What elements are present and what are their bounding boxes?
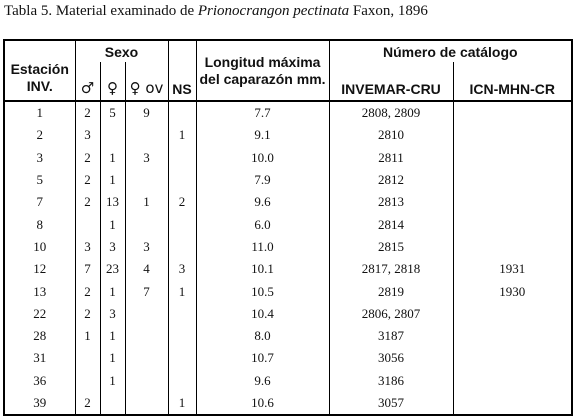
cell-female-ov	[125, 303, 168, 325]
cell-female-ov: 9	[125, 101, 168, 124]
cell-estacion: 3	[4, 147, 75, 169]
cell-male: 2	[75, 392, 100, 415]
cell-female: 23	[100, 258, 125, 280]
table-row	[4, 213, 572, 235]
table-row	[4, 392, 572, 415]
cell-longitud: 10.5	[196, 280, 329, 302]
cell-longitud: 6.0	[196, 213, 329, 235]
cell-icn	[453, 392, 572, 415]
cell-ns	[168, 101, 196, 124]
cell-ns: 3	[168, 258, 196, 280]
table-row	[4, 370, 572, 392]
cell-longitud: 10.7	[196, 347, 329, 369]
cell-icn: 1930	[453, 280, 572, 302]
cell-ns: 1	[168, 392, 196, 415]
table-row	[4, 191, 572, 213]
specimen-table	[3, 39, 573, 416]
cell-longitud: 10.4	[196, 303, 329, 325]
cell-male	[75, 347, 100, 369]
male-symbol-icon: ♂	[80, 79, 95, 97]
female-symbol-icon: ♀	[107, 79, 118, 97]
cell-longitud: 11.0	[196, 236, 329, 258]
table-row	[4, 303, 572, 325]
cell-female-ov	[125, 169, 168, 191]
header-longitud: Longitud máxima del caparazón mm.	[196, 40, 329, 101]
table-row	[4, 325, 572, 347]
cell-male: 2	[75, 280, 100, 302]
header-male	[75, 62, 100, 101]
cell-ns: 1	[168, 280, 196, 302]
cell-invemar: 2808, 2809	[329, 101, 453, 124]
cell-female-ov	[125, 325, 168, 347]
table-row	[4, 169, 572, 191]
cell-longitud: 8.0	[196, 325, 329, 347]
cell-icn	[453, 191, 572, 213]
cell-female: 3	[100, 303, 125, 325]
table-row	[4, 124, 572, 146]
cell-estacion: 5	[4, 169, 75, 191]
cell-estacion: 28	[4, 325, 75, 347]
cell-male: 2	[75, 191, 100, 213]
header-numero-catalogo: Número de catálogo	[329, 40, 572, 62]
cell-estacion: 36	[4, 370, 75, 392]
cell-female-ov: 4	[125, 258, 168, 280]
cell-male: 3	[75, 236, 100, 258]
cell-ns	[168, 347, 196, 369]
cell-icn	[453, 325, 572, 347]
cell-male	[75, 213, 100, 235]
cell-icn	[453, 347, 572, 369]
cell-female-ov	[125, 347, 168, 369]
cell-female: 1	[100, 347, 125, 369]
cell-estacion: 7	[4, 191, 75, 213]
cell-female: 3	[100, 236, 125, 258]
header-icn: ICN-MHN-CR	[453, 62, 572, 101]
cell-female: 13	[100, 191, 125, 213]
table-row	[4, 101, 572, 124]
cell-male: 2	[75, 147, 100, 169]
table-row	[4, 280, 572, 302]
cell-male: 2	[75, 101, 100, 124]
table-row	[4, 236, 572, 258]
cell-invemar: 2815	[329, 236, 453, 258]
cell-estacion: 12	[4, 258, 75, 280]
cell-ns: 2	[168, 191, 196, 213]
cell-icn	[453, 169, 572, 191]
cell-icn	[453, 213, 572, 235]
cell-longitud: 9.6	[196, 191, 329, 213]
cell-invemar: 3056	[329, 347, 453, 369]
cell-female: 1	[100, 147, 125, 169]
cell-ns	[168, 169, 196, 191]
cell-icn: 1931	[453, 258, 572, 280]
cell-ns	[168, 370, 196, 392]
header-female-ov: ♀ ov	[125, 62, 168, 101]
cell-male: 2	[75, 303, 100, 325]
table-row	[4, 258, 572, 280]
cell-male: 3	[75, 124, 100, 146]
header-sexo: Sexo	[75, 40, 168, 62]
cell-longitud: 9.1	[196, 124, 329, 146]
cell-invemar: 3057	[329, 392, 453, 415]
cell-female: 1	[100, 169, 125, 191]
cell-longitud: 7.9	[196, 169, 329, 191]
cell-ns	[168, 147, 196, 169]
header-estacion: Estación INV.	[4, 40, 75, 101]
cell-icn	[453, 370, 572, 392]
cell-estacion: 13	[4, 280, 75, 302]
cell-invemar: 3187	[329, 325, 453, 347]
cell-female-ov	[125, 213, 168, 235]
cell-male: 7	[75, 258, 100, 280]
header-ns: NS	[168, 62, 196, 101]
cell-female-ov: 3	[125, 147, 168, 169]
cell-ns	[168, 325, 196, 347]
cell-ns	[168, 236, 196, 258]
cell-ns: 1	[168, 124, 196, 146]
table-row	[4, 347, 572, 369]
cell-female-ov: 1	[125, 191, 168, 213]
table-caption	[4, 2, 428, 20]
cell-female	[100, 124, 125, 146]
cell-estacion: 2	[4, 124, 75, 146]
cell-male: 1	[75, 325, 100, 347]
cell-invemar: 2810	[329, 124, 453, 146]
cell-longitud: 10.6	[196, 392, 329, 415]
caption-prefix: Tabla 5. Material examinado de	[4, 3, 198, 19]
cell-invemar: 2811	[329, 147, 453, 169]
cell-icn	[453, 236, 572, 258]
cell-icn	[453, 124, 572, 146]
cell-male	[75, 370, 100, 392]
cell-female-ov: 3	[125, 236, 168, 258]
cell-female: 1	[100, 280, 125, 302]
header-invemar: INVEMAR-CRU	[329, 62, 453, 101]
cell-male: 2	[75, 169, 100, 191]
cell-estacion: 1	[4, 101, 75, 124]
cell-ns	[168, 213, 196, 235]
cell-female-ov	[125, 392, 168, 415]
cell-female: 1	[100, 370, 125, 392]
cell-ns	[168, 303, 196, 325]
table-row	[4, 147, 572, 169]
cell-estacion: 39	[4, 392, 75, 415]
cell-estacion: 31	[4, 347, 75, 369]
cell-invemar: 2819	[329, 280, 453, 302]
cell-female	[100, 392, 125, 415]
cell-invemar: 2814	[329, 213, 453, 235]
species-name: Prionocrangon pectinata	[197, 3, 350, 19]
cell-invemar: 2806, 2807	[329, 303, 453, 325]
cell-longitud: 10.1	[196, 258, 329, 280]
cell-icn	[453, 101, 572, 124]
cell-invemar: 3186	[329, 370, 453, 392]
cell-female: 1	[100, 325, 125, 347]
cell-female: 5	[100, 101, 125, 124]
header-female	[100, 62, 125, 101]
caption-suffix: Faxon, 1896	[349, 3, 428, 19]
header-ns-spacer	[168, 40, 196, 62]
table-body	[4, 101, 572, 415]
cell-invemar: 2817, 2818	[329, 258, 453, 280]
cell-female-ov	[125, 124, 168, 146]
cell-estacion: 22	[4, 303, 75, 325]
cell-estacion: 10	[4, 236, 75, 258]
cell-icn	[453, 147, 572, 169]
cell-longitud: 10.0	[196, 147, 329, 169]
cell-icn	[453, 303, 572, 325]
cell-estacion: 8	[4, 213, 75, 235]
cell-invemar: 2812	[329, 169, 453, 191]
cell-female-ov	[125, 370, 168, 392]
cell-female: 1	[100, 213, 125, 235]
cell-invemar: 2813	[329, 191, 453, 213]
cell-longitud: 9.6	[196, 370, 329, 392]
cell-longitud: 7.7	[196, 101, 329, 124]
cell-female-ov: 7	[125, 280, 168, 302]
